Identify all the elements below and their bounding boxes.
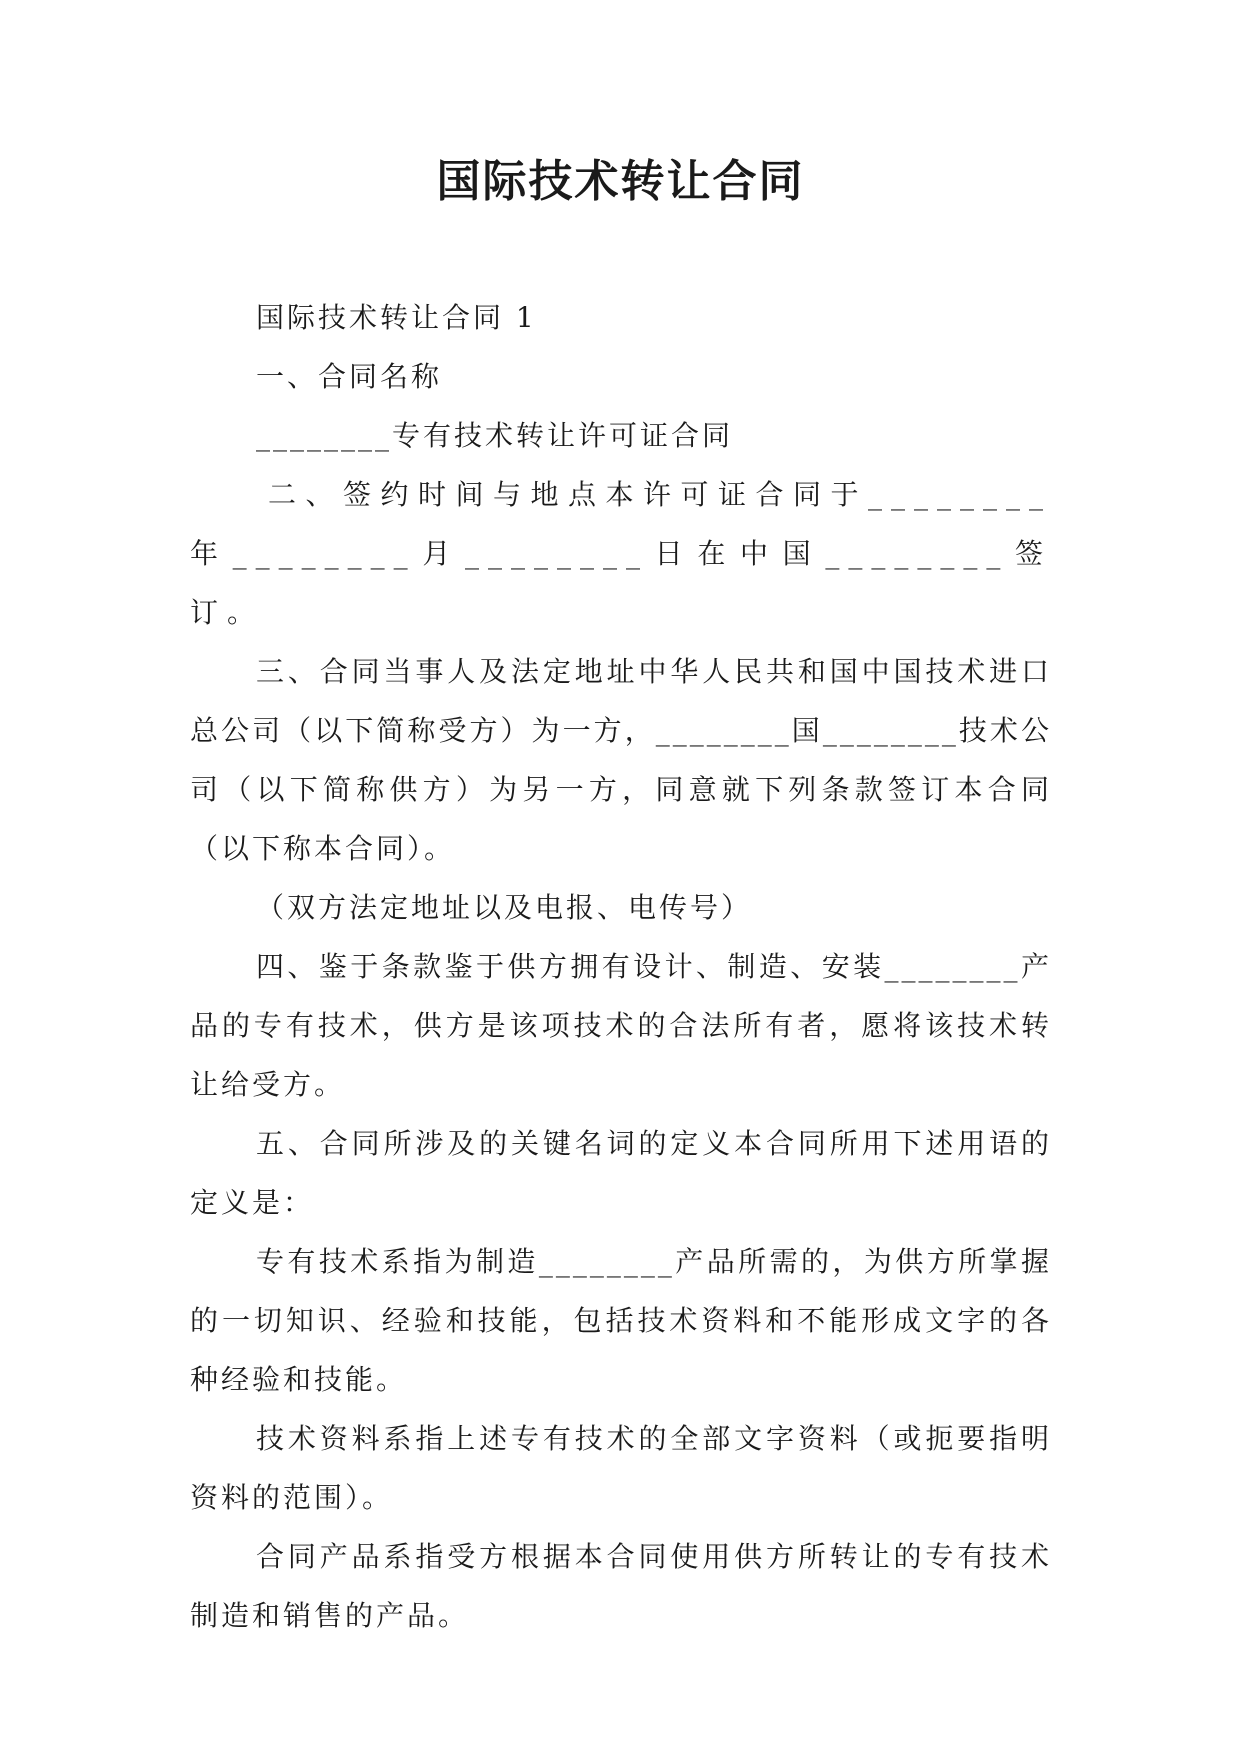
document-body — [190, 288, 1052, 1645]
paragraph-section-4: 四、鉴于条款鉴于供方拥有设计、制造、安装________产品的专有技术，供方是该项技术的合法所有者，愿将该技术转让给受方。 — [190, 950, 1052, 1101]
paragraph-definition-know-how: 专有技术系指为制造________产品所需的，为供方所掌握的一切知识、经验和技能，包括技术资料和不能形成文字的各种经验和技能。 — [190, 1245, 1052, 1396]
paragraph-section-1-title: 一、合同名称 — [256, 360, 443, 393]
paragraph-definition-technical-data: 技术资料系指上述专有技术的全部文字资料（或扼要指明资料的范围）。 — [190, 1422, 1052, 1514]
paragraph-contract-heading: 国际技术转让合同 1 — [256, 301, 537, 334]
document-title: 国际技术转让合同 — [436, 156, 805, 207]
paragraph-contract-name: ________专有技术转让许可证合同 — [256, 419, 734, 452]
paragraph-addresses-note: （双方法定地址以及电报、电传号） — [256, 891, 753, 924]
paragraph-definition-contract-product: 合同产品系指受方根据本合同使用供方所转让的专有技术制造和销售的产品。 — [190, 1540, 1052, 1632]
paragraph-section-5: 五、合同所涉及的关键名词的定义本合同所用下述用语的定义是： — [190, 1127, 1052, 1219]
paragraph-section-2: 二、签约时间与地点本许可证合同于________年________月________日在中国________签订。 — [190, 478, 1052, 629]
paragraph-section-3: 三、合同当事人及法定地址中华人民共和国中国技术进口总公司（以下简称受方）为一方，________国________技术公司（以下简称供方）为另一方，同意就下列条款签订本合同（以下称本合同）。 — [190, 655, 1052, 865]
